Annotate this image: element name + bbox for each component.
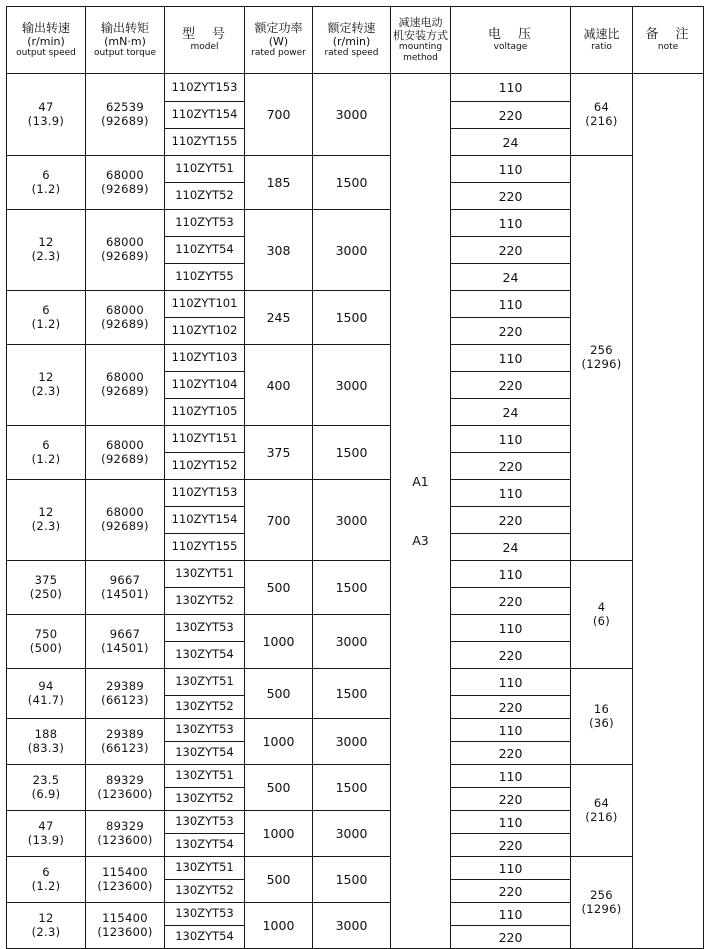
header-ratio [571, 7, 633, 74]
header-output-torque-zh: 输出转矩 [100, 20, 149, 35]
rated-power-cell: 185 [245, 156, 313, 210]
rated-power-cell: 1000 [245, 903, 313, 949]
rated-speed-cell: 1500 [313, 426, 391, 480]
header-rated-speed-unit: (r/min) [332, 35, 371, 49]
header-note [633, 7, 704, 74]
output-speed-line: 6 [42, 302, 50, 317]
header-model-en: model [190, 42, 219, 53]
rated-power-cell: 500 [245, 765, 313, 811]
rated-power-cell: 1000 [245, 615, 313, 669]
voltage-cell: 220 [451, 642, 571, 669]
header-rated-power-en: rated power [251, 48, 306, 59]
output-torque-cell [86, 811, 165, 857]
mounting-gap [391, 489, 450, 533]
output-torque-line: 68000 [105, 505, 145, 520]
output-torque-cell [86, 903, 165, 949]
output-speed-cell [7, 857, 86, 903]
model-cell: 130ZYT51 [165, 669, 245, 696]
ratio-cell [571, 669, 633, 765]
output-torque-line: (66123) [101, 740, 149, 755]
output-speed-line: 94 [38, 678, 54, 693]
model-cell: 110ZYT153 [165, 74, 245, 102]
output-speed-line: (2.3) [31, 924, 61, 939]
output-torque-line: 115400 [102, 864, 148, 879]
rated-speed-cell: 1500 [313, 156, 391, 210]
output-torque-line: (92689) [101, 249, 149, 263]
voltage-cell: 110 [451, 210, 571, 237]
output-speed-cell [7, 669, 86, 719]
output-torque-line: (66123) [101, 692, 149, 707]
output-torque-line: (123600) [97, 832, 153, 847]
header-mounting-en2: method [403, 53, 438, 64]
rated-speed-cell: 3000 [313, 615, 391, 669]
output-speed-line: 12 [38, 235, 54, 250]
model-cell: 110ZYT53 [165, 210, 245, 237]
output-torque-line: (92689) [101, 181, 149, 196]
model-cell: 110ZYT101 [165, 291, 245, 318]
model-cell: 130ZYT54 [165, 926, 245, 949]
voltage-cell: 24 [451, 264, 571, 291]
output-speed-line: (6.9) [31, 786, 61, 801]
output-torque-line: 68000 [105, 370, 145, 385]
output-torque-line: 68000 [105, 302, 145, 317]
rated-speed-cell: 1500 [313, 561, 391, 615]
voltage-cell: 220 [451, 102, 571, 129]
rated-power-cell: 245 [245, 291, 313, 345]
model-cell: 130ZYT51 [165, 765, 245, 788]
model-cell: 130ZYT51 [165, 857, 245, 880]
header-model [165, 7, 245, 74]
output-torque-line: 9667 [109, 572, 141, 587]
output-speed-cell [7, 426, 86, 480]
ratio-cell [571, 74, 633, 156]
rated-speed-cell: 1500 [313, 857, 391, 903]
output-speed-line: (83.3) [27, 740, 65, 755]
header-voltage-zh: 电 压 [487, 26, 533, 42]
output-torque-line: (123600) [97, 786, 153, 801]
voltage-cell: 110 [451, 345, 571, 372]
rated-speed-cell: 3000 [313, 480, 391, 561]
voltage-cell: 24 [451, 534, 571, 561]
ratio-line: (216) [585, 809, 618, 824]
model-cell: 130ZYT52 [165, 696, 245, 719]
header-mounting-method [391, 7, 451, 74]
output-torque-line: (92689) [101, 384, 149, 398]
voltage-cell: 110 [451, 291, 571, 318]
output-speed-line: 47 [38, 818, 54, 833]
motor-spec-table [6, 6, 704, 949]
rated-power-cell: 700 [245, 480, 313, 561]
model-cell: 130ZYT53 [165, 903, 245, 926]
model-cell: 130ZYT54 [165, 742, 245, 765]
header-output-speed-zh: 输出转速 [21, 20, 70, 35]
rated-power-cell: 700 [245, 74, 313, 156]
model-cell: 130ZYT54 [165, 642, 245, 669]
voltage-cell: 110 [451, 669, 571, 696]
ratio-line: 64 [593, 795, 610, 810]
output-torque-cell [86, 480, 165, 561]
output-speed-line: (1.2) [31, 181, 61, 196]
output-speed-line: (2.3) [31, 519, 61, 533]
output-torque-line: (92689) [101, 113, 149, 128]
output-speed-line: 12 [38, 505, 54, 520]
output-speed-cell [7, 811, 86, 857]
model-cell: 110ZYT103 [165, 345, 245, 372]
output-torque-cell [86, 74, 165, 156]
output-speed-line: (13.9) [27, 832, 65, 847]
ratio-cell [571, 765, 633, 857]
model-cell: 110ZYT152 [165, 453, 245, 480]
model-cell: 110ZYT154 [165, 507, 245, 534]
model-cell: 130ZYT53 [165, 615, 245, 642]
output-speed-cell [7, 210, 86, 291]
table-row [7, 156, 704, 183]
output-torque-line: (92689) [101, 451, 149, 466]
model-cell: 110ZYT155 [165, 534, 245, 561]
voltage-cell: 220 [451, 318, 571, 345]
output-speed-cell [7, 480, 86, 561]
header-rated-speed [313, 7, 391, 74]
header-output-torque-unit: (mN·m) [104, 35, 146, 49]
model-cell: 130ZYT54 [165, 834, 245, 857]
voltage-cell: 110 [451, 426, 571, 453]
output-torque-line: (92689) [101, 316, 149, 331]
model-cell: 130ZYT52 [165, 788, 245, 811]
output-torque-line: 62539 [105, 99, 145, 114]
voltage-cell: 110 [451, 615, 571, 642]
voltage-cell: 24 [451, 399, 571, 426]
voltage-cell: 220 [451, 788, 571, 811]
model-cell: 110ZYT104 [165, 372, 245, 399]
voltage-cell: 110 [451, 857, 571, 880]
output-speed-cell [7, 156, 86, 210]
voltage-cell: 220 [451, 588, 571, 615]
output-torque-line: (14501) [101, 586, 149, 601]
header-rated-speed-zh: 额定转速 [327, 20, 376, 35]
table-row [7, 857, 704, 880]
voltage-cell: 110 [451, 480, 571, 507]
voltage-cell: 110 [451, 156, 571, 183]
output-speed-line: (500) [29, 640, 63, 655]
header-note-zh: 备 注 [645, 26, 691, 42]
header-voltage [451, 7, 571, 74]
output-torque-cell [86, 210, 165, 291]
header-output-torque [86, 7, 165, 74]
rated-speed-cell: 1500 [313, 765, 391, 811]
voltage-cell: 220 [451, 696, 571, 719]
output-speed-line: (13.9) [27, 113, 65, 128]
output-torque-cell [86, 291, 165, 345]
table-row [7, 765, 704, 788]
output-speed-line: (1.2) [31, 316, 61, 331]
model-cell: 110ZYT55 [165, 264, 245, 291]
header-rated-power-unit: (W) [268, 35, 289, 49]
model-cell: 130ZYT51 [165, 561, 245, 588]
voltage-cell: 220 [451, 834, 571, 857]
mounting-method-cell [391, 74, 451, 949]
output-torque-cell [86, 156, 165, 210]
table-row [7, 561, 704, 588]
output-torque-line: 89329 [105, 818, 145, 833]
model-cell: 110ZYT105 [165, 399, 245, 426]
output-speed-cell [7, 74, 86, 156]
output-torque-cell [86, 426, 165, 480]
voltage-cell: 220 [451, 372, 571, 399]
rated-speed-cell: 3000 [313, 811, 391, 857]
ratio-line: 256 [590, 887, 613, 902]
table-header [7, 7, 704, 74]
header-note-en: note [657, 42, 679, 53]
output-speed-line: 750 [34, 626, 58, 641]
rated-speed-cell: 1500 [313, 291, 391, 345]
voltage-cell: 110 [451, 719, 571, 742]
voltage-cell: 24 [451, 129, 571, 156]
model-cell: 130ZYT52 [165, 880, 245, 903]
output-speed-line: 12 [38, 370, 54, 385]
ratio-line: (36) [589, 715, 614, 730]
output-torque-cell [86, 345, 165, 426]
output-speed-line: 6 [42, 864, 50, 879]
ratio-line: (6) [592, 613, 611, 628]
voltage-cell: 220 [451, 880, 571, 903]
ratio-line: (1296) [581, 357, 622, 371]
mounting-code: A3 [412, 533, 429, 548]
model-cell: 130ZYT52 [165, 588, 245, 615]
output-speed-cell [7, 719, 86, 765]
voltage-cell: 110 [451, 903, 571, 926]
header-output-speed-en: output speed [16, 48, 76, 59]
model-cell: 130ZYT53 [165, 719, 245, 742]
output-speed-cell [7, 291, 86, 345]
header-output-speed-unit: (r/min) [27, 35, 65, 49]
output-speed-cell [7, 765, 86, 811]
model-cell: 110ZYT51 [165, 156, 245, 183]
voltage-cell: 220 [451, 742, 571, 765]
model-cell: 110ZYT102 [165, 318, 245, 345]
mounting-code: A1 [412, 474, 429, 489]
output-torque-line: (123600) [97, 924, 153, 939]
output-torque-line: 115400 [102, 910, 148, 925]
model-cell: 110ZYT151 [165, 426, 245, 453]
rated-power-cell: 400 [245, 345, 313, 426]
voltage-cell: 220 [451, 453, 571, 480]
output-speed-cell [7, 903, 86, 949]
voltage-cell: 220 [451, 183, 571, 210]
output-torque-line: 89329 [105, 772, 145, 787]
output-torque-cell [86, 669, 165, 719]
header-rated-power [245, 7, 313, 74]
output-speed-line: (1.2) [31, 451, 61, 466]
output-speed-cell [7, 345, 86, 426]
header-mounting-zh1: 减速电动 [398, 16, 443, 30]
voltage-cell: 110 [451, 74, 571, 102]
output-speed-line: 188 [34, 726, 58, 741]
ratio-cell [571, 156, 633, 561]
model-cell: 110ZYT155 [165, 129, 245, 156]
ratio-line: (1296) [581, 901, 622, 916]
table-row [7, 669, 704, 696]
output-speed-line: (1.2) [31, 878, 61, 893]
output-speed-line: 375 [34, 572, 58, 587]
output-torque-line: 9667 [109, 626, 141, 641]
ratio-line: 16 [593, 701, 610, 716]
output-speed-cell [7, 561, 86, 615]
output-speed-line: 23.5 [32, 772, 60, 787]
output-torque-cell [86, 765, 165, 811]
model-cell: 130ZYT53 [165, 811, 245, 834]
header-mounting-en1: mounting [398, 42, 443, 53]
rated-speed-cell: 3000 [313, 903, 391, 949]
header-voltage-en: voltage [493, 42, 528, 53]
output-torque-line: (92689) [101, 519, 149, 533]
voltage-cell: 220 [451, 507, 571, 534]
ratio-line: 4 [597, 599, 606, 614]
header-ratio-en: ratio [591, 41, 612, 52]
header-ratio-zh: 减速比 [583, 27, 620, 42]
output-speed-line: 6 [42, 437, 50, 452]
output-torque-line: 68000 [105, 167, 145, 182]
voltage-cell: 110 [451, 811, 571, 834]
output-speed-line: 47 [38, 99, 54, 114]
output-torque-cell [86, 615, 165, 669]
ratio-line: (216) [585, 113, 618, 128]
table-body [7, 74, 704, 949]
ratio-line: 64 [593, 99, 610, 114]
output-torque-cell [86, 857, 165, 903]
rated-speed-cell: 3000 [313, 210, 391, 291]
voltage-cell: 220 [451, 237, 571, 264]
header-mounting-zh2: 机安装方式 [393, 29, 448, 43]
output-speed-cell [7, 615, 86, 669]
rated-power-cell: 500 [245, 669, 313, 719]
header-rated-power-zh: 额定功率 [254, 20, 303, 35]
rated-power-cell: 1000 [245, 811, 313, 857]
header-model-zh: 型 号 [181, 26, 227, 42]
rated-speed-cell: 3000 [313, 345, 391, 426]
output-torque-cell [86, 719, 165, 765]
ratio-cell [571, 561, 633, 669]
output-speed-line: (250) [29, 586, 63, 601]
output-speed-line: (2.3) [31, 384, 61, 398]
output-torque-line: 68000 [105, 235, 145, 250]
output-speed-line: 6 [42, 167, 50, 182]
output-speed-line: (2.3) [31, 249, 61, 263]
model-cell: 110ZYT54 [165, 237, 245, 264]
output-torque-cell [86, 561, 165, 615]
rated-power-cell: 308 [245, 210, 313, 291]
output-torque-line: (14501) [101, 640, 149, 655]
voltage-cell: 220 [451, 926, 571, 949]
rated-speed-cell: 1500 [313, 669, 391, 719]
rated-power-cell: 500 [245, 857, 313, 903]
rated-speed-cell: 3000 [313, 719, 391, 765]
rated-power-cell: 375 [245, 426, 313, 480]
header-rated-speed-en: rated speed [324, 48, 379, 59]
voltage-cell: 110 [451, 765, 571, 788]
note-cell [633, 74, 704, 949]
model-cell: 110ZYT153 [165, 480, 245, 507]
header-output-torque-en: output torque [93, 48, 157, 59]
rated-speed-cell: 3000 [313, 74, 391, 156]
ratio-cell [571, 857, 633, 949]
output-torque-line: (123600) [97, 878, 153, 893]
model-cell: 110ZYT154 [165, 102, 245, 129]
output-speed-line: 12 [38, 910, 54, 925]
rated-power-cell: 1000 [245, 719, 313, 765]
header-output-speed [7, 7, 86, 74]
table-row [7, 74, 704, 102]
output-torque-line: 68000 [105, 437, 145, 452]
ratio-line: 256 [590, 343, 613, 358]
model-cell: 110ZYT52 [165, 183, 245, 210]
output-speed-line: (41.7) [27, 692, 65, 707]
voltage-cell: 110 [451, 561, 571, 588]
output-torque-line: 29389 [105, 726, 145, 741]
rated-power-cell: 500 [245, 561, 313, 615]
output-torque-line: 29389 [105, 678, 145, 693]
